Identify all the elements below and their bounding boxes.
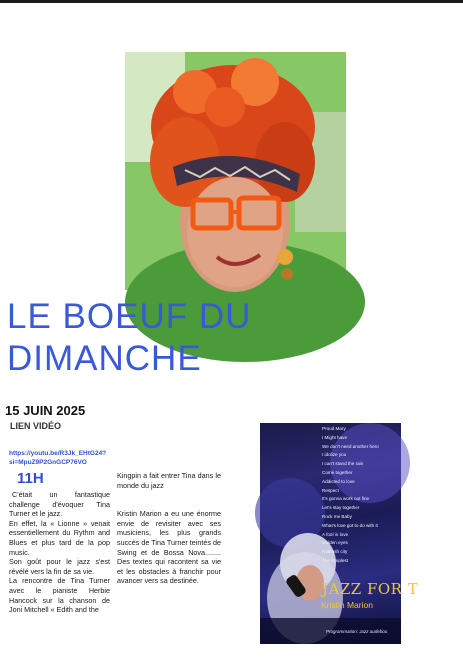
event-date: 15 JUIN 2025 (5, 403, 86, 418)
video-url-line-2: si=MpuZ9P2GnGCP76VO (9, 459, 87, 466)
album-title: JAZZ FOR T (322, 580, 419, 598)
track: Addicted to love (322, 478, 355, 484)
track: We don't need another hero (322, 443, 379, 449)
paragraph: Son goût pour le jazz s'est révélé vers la fin de sa vie. (9, 557, 110, 576)
video-url-line-1: https://youtu.be/R3Jk_EHtG24? (9, 450, 107, 457)
video-url-link[interactable] (9, 449, 139, 467)
track: The simplest (322, 557, 349, 563)
track: Rock me Baby (322, 513, 352, 519)
paragraph: La rencontre de Tina Turner avec le pianiste Herbie Hancock sur la chanson de Joni Mitchell « Edith and the (9, 576, 110, 615)
track: I can't stand the rain (322, 461, 364, 467)
paragraph: C'était un fantastique challenge d'évoquer Tina Turner et le jazz. (9, 490, 110, 519)
track: I idolize you (322, 452, 347, 458)
video-link-label: LIEN VIDÉO (10, 421, 62, 431)
album-tracklist (322, 425, 400, 566)
track: Nutbush city (322, 549, 348, 555)
album-footer: Programmation: Jazz audebou (326, 629, 388, 634)
track: Golden eyes (322, 540, 348, 546)
album-artist: Kristin Marion (321, 600, 373, 610)
track: It's gonna work out fine (322, 496, 370, 502)
track: Let's stay together (322, 505, 360, 511)
article-column-1 (9, 490, 110, 615)
article-column-2 (117, 471, 221, 605)
track: I Might have (322, 434, 348, 440)
paragraph: En effet, la « Lionne » venait essentiellement du Rythm and Blues et plus tard de la pop music. (9, 518, 110, 557)
track: Proud Mary (322, 426, 346, 431)
paragraph: Kristin Marion a eu une énorme envie de revisiter avec ses musiciens, les plus grands succès de Tina Turner teintés de Swing et de Bossa Nova........ Des textes qui racontent sa vie et les obstacles à franchir pour avancer vers sa destinée. (117, 509, 221, 586)
event-time: 11H (17, 470, 44, 487)
portrait-illustration (125, 52, 346, 290)
top-rule (0, 0, 463, 3)
album-cover (260, 423, 419, 644)
track: Come together (322, 469, 353, 475)
paragraph: Kingpin a fait entrer Tina dans le monde du jazz (117, 471, 221, 490)
title-line-1: LE BOEUF DU (7, 297, 252, 336)
track: Respect (322, 487, 339, 493)
title-line-2: DIMANCHE (7, 339, 202, 378)
portrait-photo (125, 52, 346, 290)
article-title (7, 296, 427, 380)
track: What's love got to do with it (322, 522, 378, 528)
track: A fool in love (322, 531, 349, 537)
